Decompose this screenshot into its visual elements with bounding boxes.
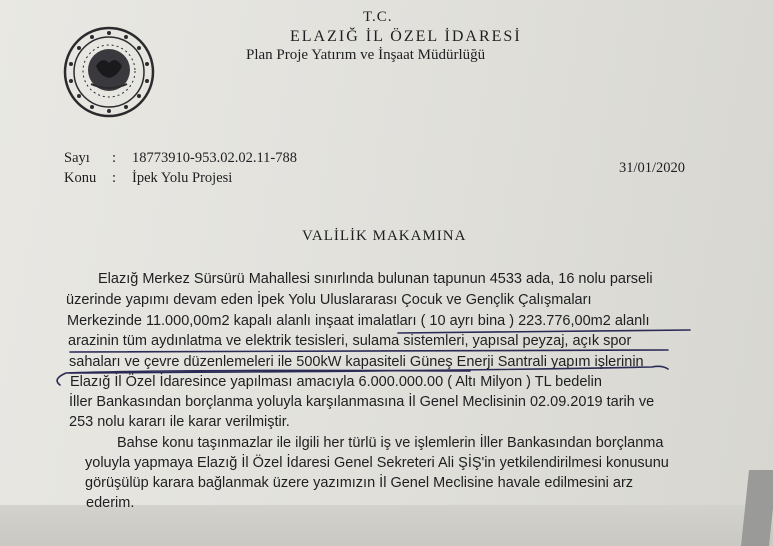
body-line: Elazığ Merkez Sürsürü Mahallesi sınırlında bulunan tapunun 4533 ada, 16 nolu parseli bbox=[98, 271, 653, 287]
body-line: Merkezinde 11.000,00m2 kapalı alanlı inşaat imalatları ( 10 ayrı bina ) 223.776,00m2 alanlı bbox=[67, 313, 650, 329]
body-line: İller Bankasından borçlanma yoluyla karşılanmasına İl Genel Meclisinin 02.09.2019 tarih ve bbox=[69, 394, 655, 410]
header-department: Plan Proje Yatırım ve İnşaat Müdürlüğü bbox=[246, 47, 486, 63]
body-line: ederim. bbox=[86, 495, 135, 511]
header-country: T.C. bbox=[363, 9, 393, 25]
konu-value: İpek Yolu Projesi bbox=[132, 170, 233, 186]
body-line: Bahse konu taşınmazlar ile ilgili her türlü iş ve işlemlerin İller Bankasından borçlanma bbox=[117, 435, 664, 451]
body-line: görüşülüp karara bağlanmak üzere yazımızın İl Genel Meclisine havale edilmesini arz bbox=[85, 475, 634, 491]
body-line: sahaları ve çevre düzenlemeleri ile 500kW kapasiteli Güneş Enerji Santrali yapım işlerinin bbox=[69, 354, 644, 370]
sayi-value: 18773910-953.02.02.11-788 bbox=[132, 150, 297, 166]
body-line: Elazığ İl Özel İdaresince yapılması amacıyla 6.000.000.00 ( Altı Milyon ) TL bedelin bbox=[70, 374, 602, 390]
body-line: arazinin tüm aydınlatma ve elektrik tesisleri, sulama sistemleri, yapısal peyzaj, açık spor bbox=[68, 333, 632, 349]
body-line: yoluyla yapmaya Elazığ İl Özel İdaresi Genel Sekreteri Ali ŞİŞ'in yetkilendirilmesi konusunu bbox=[85, 455, 669, 471]
konu-label: Konu bbox=[64, 170, 97, 186]
sayi-colon: : bbox=[112, 150, 117, 166]
body-line: üzerinde yapımı devam eden İpek Yolu Uluslararası Çocuk ve Gençlik Çalışmaları bbox=[66, 292, 592, 308]
header-institution: ELAZIĞ İL ÖZEL İDARESİ bbox=[290, 28, 522, 45]
addressee-title: VALİLİK MAKAMINA bbox=[302, 228, 467, 244]
sayi-label: Sayı bbox=[64, 150, 90, 166]
body-line: 253 nolu kararı ile karar verilmiştir. bbox=[69, 414, 290, 430]
document-date: 31/01/2020 bbox=[619, 160, 686, 176]
konu-colon: : bbox=[112, 170, 117, 186]
